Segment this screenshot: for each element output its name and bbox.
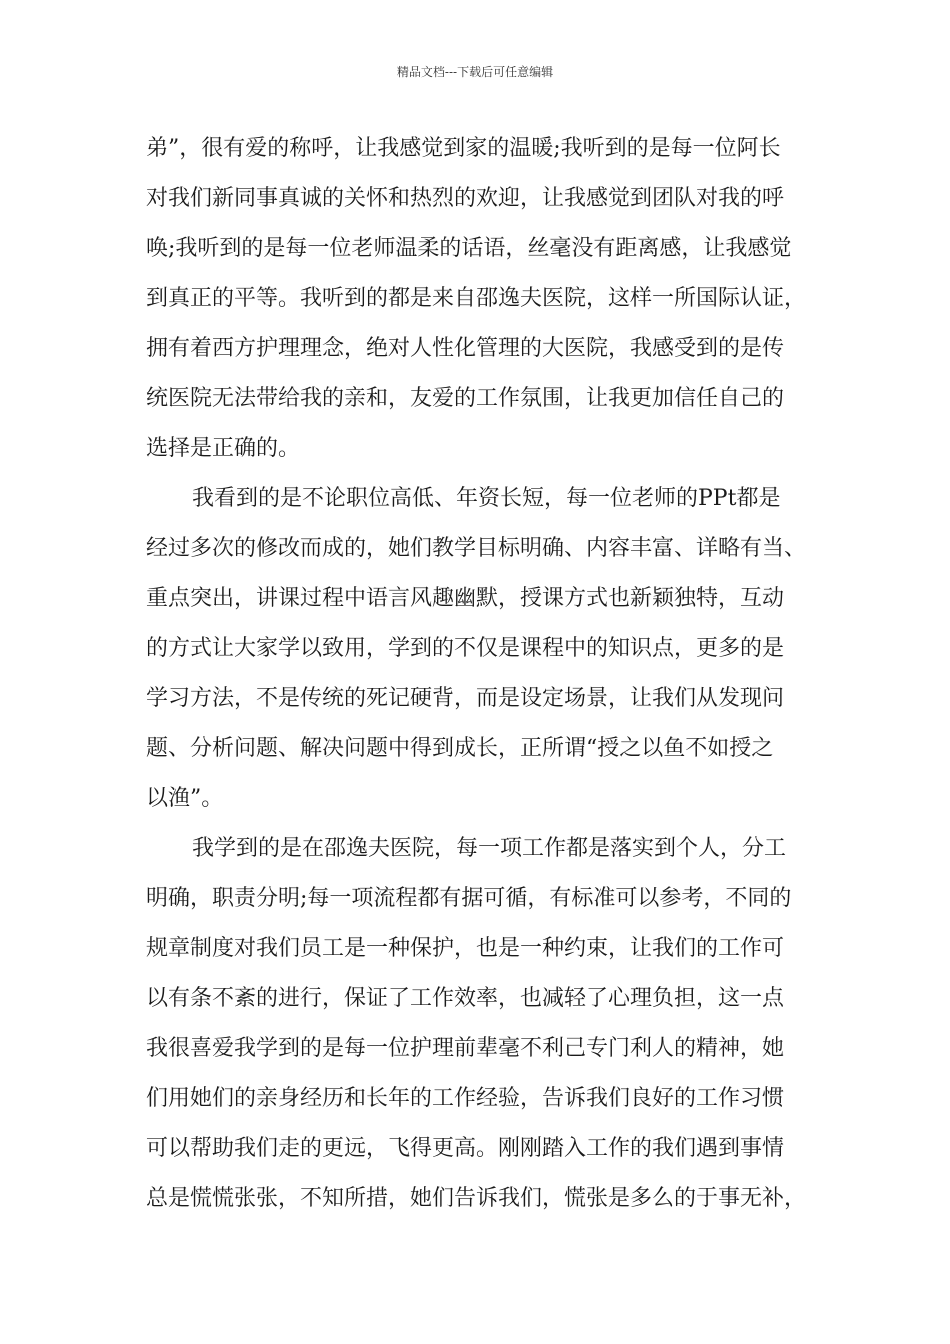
text-line: 我很喜爱我学到的是每一位护理前辈毫不利己专门利人的精神，她 — [146, 1036, 785, 1061]
text-line: 总是慌慌张张，不知所措，她们告诉我们，慌张是多么的于事无补， — [146, 1186, 807, 1211]
text-line: 统医院无法带给我的亲和，友爱的工作氛围，让我更加信任自己的 — [146, 386, 785, 411]
text-line: 规章制度对我们员工是一种保护，也是一种约束，让我们的工作可 — [146, 936, 785, 961]
page-header: 精品文档---下载后可任意编辑 — [396, 65, 554, 79]
text-line: 明确，职责分明;每一项流程都有据可循，有标准可以参考，不同的 — [146, 886, 792, 911]
text-line: 到真正的平等。我听到的都是来自邵逸夫医院，这样一所国际认证， — [146, 286, 807, 311]
paragraph-first-line: 我看到的是不论职位高低、年资长短，每一位老师的PPt都是 — [192, 486, 781, 511]
text-line: 们用她们的亲身经历和长年的工作经验，告诉我们良好的工作习惯 — [146, 1086, 785, 1111]
text-line: 以渔”。 — [146, 786, 224, 811]
text-line: 可以帮助我们走的更远，飞得更高。刚刚踏入工作的我们遇到事情 — [146, 1136, 785, 1161]
text-line: 经过多次的修改而成的，她们教学目标明确、内容丰富、详略有当、 — [146, 536, 807, 561]
paragraph-first-line: 我学到的是在邵逸夫医院，每一项工作都是落实到个人，分工 — [192, 836, 787, 861]
text-line: 的方式让大家学以致用，学到的不仅是课程中的知识点，更多的是 — [146, 636, 785, 661]
text-line: 唤;我听到的是每一位老师温柔的话语，丝毫没有距离感，让我感觉 — [146, 236, 792, 261]
text-line: 选择是正确的。 — [146, 436, 301, 461]
text-line: 弟”，很有爱的称呼，让我感觉到家的温暖;我听到的是每一位阿长 — [146, 136, 781, 161]
text-line: 以有条不紊的进行，保证了工作效率，也减轻了心理负担，这一点 — [146, 986, 785, 1011]
text-line: 题、分析问题、解决问题中得到成长，正所谓“授之以鱼不如授之 — [146, 736, 774, 761]
text-line: 学习方法，不是传统的死记硬背，而是设定场景，让我们从发现问 — [146, 686, 785, 711]
text-line: 拥有着西方护理理念，绝对人性化管理的大医院，我感受到的是传 — [146, 336, 785, 361]
text-line: 对我们新同事真诚的关怀和热烈的欢迎，让我感觉到团队对我的呼 — [146, 186, 785, 211]
text-line: 重点突出，讲课过程中语言风趣幽默，授课方式也新颖独特，互动 — [146, 586, 785, 611]
